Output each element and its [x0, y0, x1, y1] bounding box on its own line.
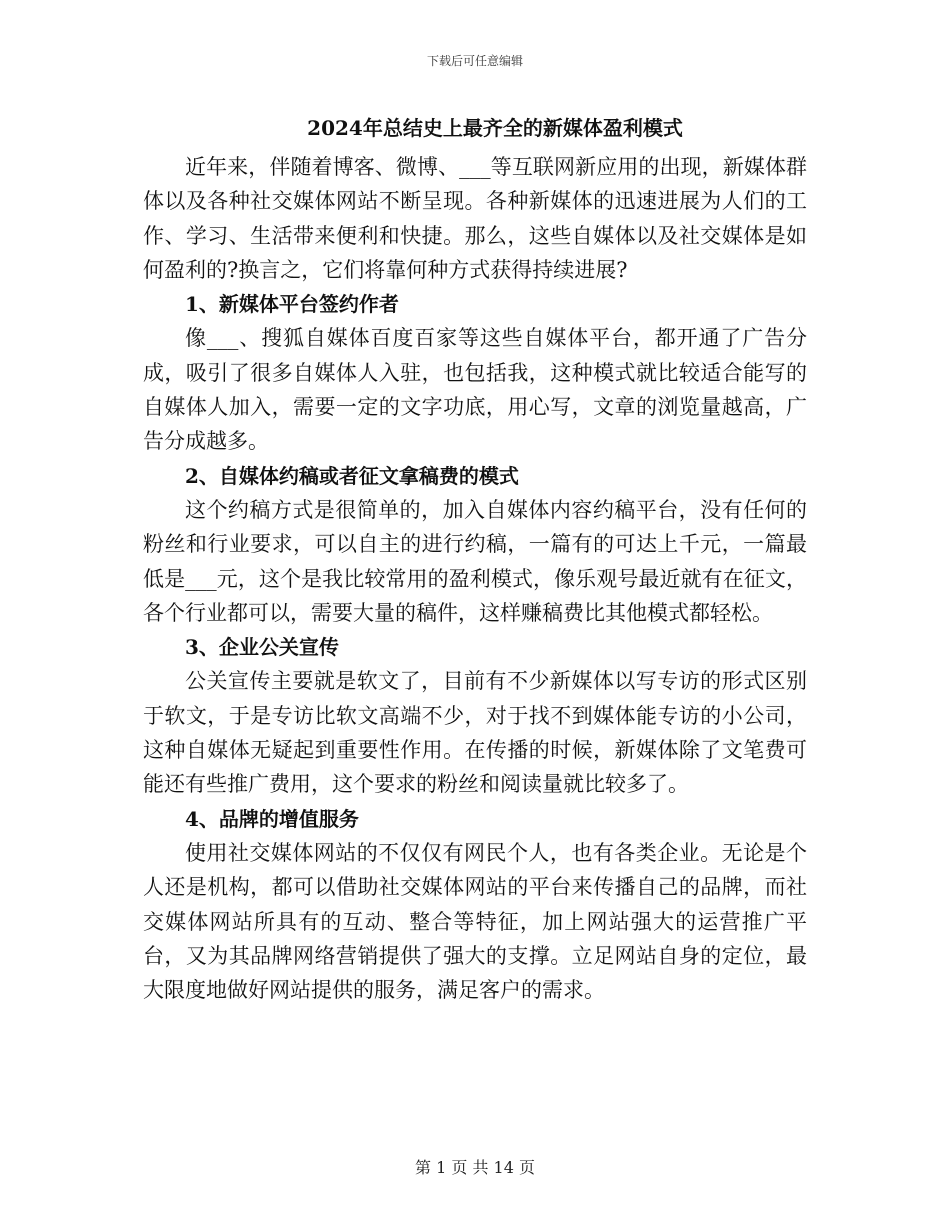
- document-body: [143, 106, 807, 1007]
- intro-paragraph: 近年来，伴随着博客、微博、___等互联网新应用的出现，新媒体群体以及各种社交媒体网站不断呈现。各种新媒体的迅速进展为人们的工作、学习、生活带来便利和快捷。那么，这些自媒体以及社交媒体是如何盈利的?换言之，它们将靠何种方式获得持续进展?: [143, 155, 807, 282]
- page-header: 下载后可任意编辑: [426, 54, 523, 68]
- section-heading-3: 3、企业公关宣传: [185, 635, 339, 660]
- document-title: 2024年总结史上最齐全的新媒体盈利模式: [307, 116, 683, 140]
- section-heading-4: 4、品牌的增值服务: [185, 806, 359, 831]
- page-number: 第 1 页 共 14 页: [415, 1158, 535, 1177]
- section-body-1: 像___、搜狐自媒体百度百家等这些自媒体平台，都开通了广告分成，吸引了很多自媒体人入驻，也包括我，这种模式就比较适合能写的自媒体人加入，需要一定的文字功底，用心写，文章的浏览量越高，广告分成越多。: [143, 326, 807, 454]
- section-body-3: 公关宣传主要就是软文了，目前有不少新媒体以写专访的形式区别于软文，于是专访比软文高端不少，对于找不到媒体能专访的小公司，这种自媒体无疑起到重要性作用。在传播的时候，新媒体除了文笔费可能还有些推广费用，这个要求的粉丝和阅读量就比较多了。: [143, 669, 807, 797]
- section-body-2: 这个约稿方式是很简单的，加入自媒体内容约稿平台，没有任何的粉丝和行业要求，可以自主的进行约稿，一篇有的可达上千元，一篇最低是___元，这个是我比较常用的盈利模式，像乐观号最近就有在征文，各个行业都可以，需要大量的稿件，这样赚稿费比其他模式都轻松。: [143, 497, 807, 625]
- section-heading-1: 1、新媒体平台签约作者: [185, 292, 399, 317]
- section-body-4: 使用社交媒体网站的不仅仅有网民个人，也有各类企业。无论是个人还是机构，都可以借助社交媒体网站的平台来传播自己的品牌，而社交媒体网站所具有的互动、整合等特征，加上网站强大的运营推广平台，又为其品牌网络营销提供了强大的支撑。立足网站自身的定位，最大限度地做好网站提供的服务，满足客户的需求。: [143, 840, 807, 1003]
- section-heading-2: 2、自媒体约稿或者征文拿稿费的模式: [185, 463, 519, 488]
